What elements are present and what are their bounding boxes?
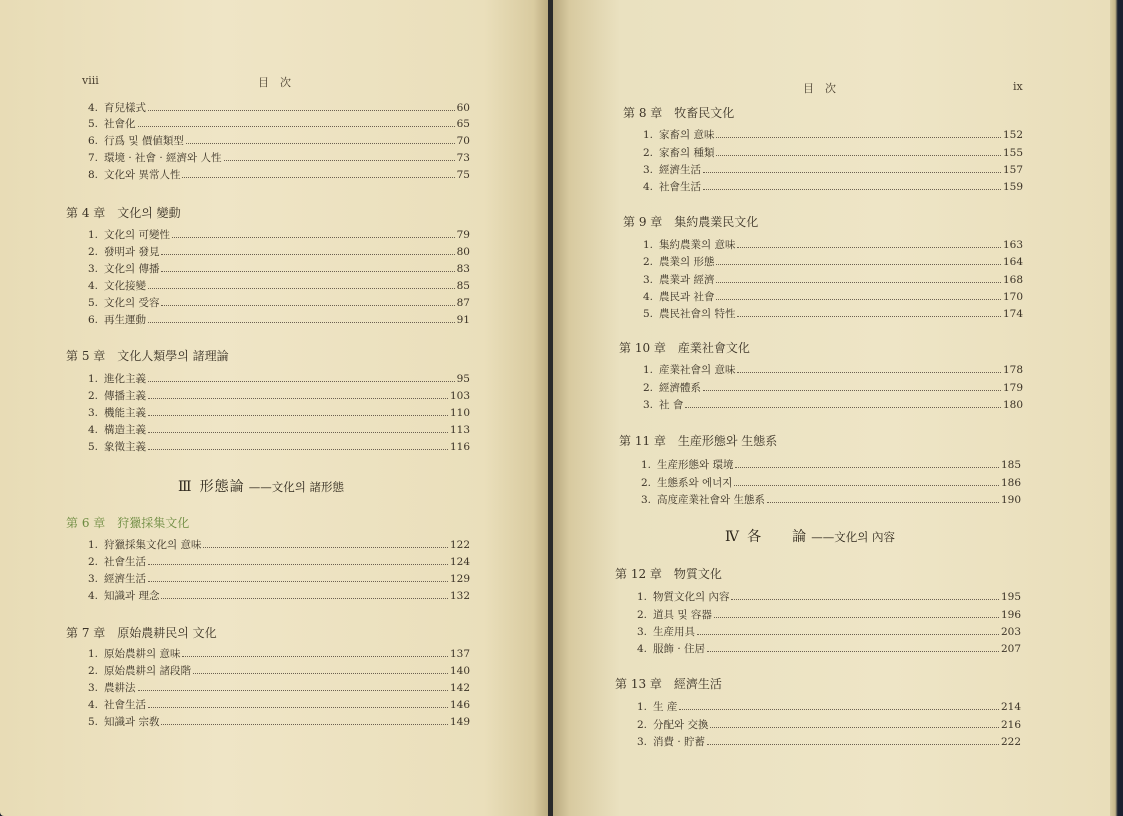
- entry-title: 社 會: [659, 399, 684, 411]
- entry-number: 2.: [88, 246, 99, 258]
- entry-number: 3.: [637, 736, 648, 748]
- entry-number: 4.: [88, 699, 99, 711]
- dot-leader: [716, 128, 1000, 138]
- toc-entry: [643, 273, 1023, 287]
- dot-leader: [161, 589, 447, 599]
- entry-page: 174: [1002, 308, 1023, 320]
- dot-leader: [148, 101, 455, 111]
- dot-leader: [161, 245, 454, 255]
- toc-entry: [88, 279, 470, 293]
- toc-entry: [637, 735, 1021, 749]
- entry-number: 2.: [88, 665, 99, 677]
- toc-entry: [637, 625, 1021, 639]
- toc-entry: [88, 715, 470, 729]
- toc-entry: [88, 134, 470, 148]
- entry-title: 家畜의 意味: [659, 129, 715, 141]
- entry-number: 3.: [88, 682, 99, 694]
- dot-leader: [161, 262, 454, 272]
- toc-entry: [88, 245, 470, 259]
- toc-entry: [88, 664, 470, 678]
- entry-page: 122: [449, 539, 470, 551]
- entry-title: 狩獵採集文化의 意味: [104, 539, 202, 551]
- dot-leader: [224, 151, 455, 161]
- dot-leader: [203, 538, 447, 548]
- entry-number: 5.: [88, 716, 99, 728]
- entry-number: 4.: [643, 181, 654, 193]
- toc-entry: [643, 180, 1023, 194]
- entry-page: 70: [456, 135, 470, 147]
- dot-leader: [685, 398, 1001, 408]
- toc-entry: [637, 700, 1021, 714]
- entry-page: 168: [1002, 274, 1023, 286]
- toc-entry: [88, 538, 470, 552]
- entry-title: 消費 · 貯蓄: [653, 736, 706, 748]
- entry-title: 原始農耕의 意味: [104, 648, 181, 660]
- toc-entry: [88, 423, 470, 437]
- entry-title: 文化와 異常人性: [104, 169, 181, 181]
- dot-leader: [707, 642, 999, 652]
- entry-page: 110: [449, 407, 470, 419]
- dot-leader: [148, 555, 448, 565]
- entry-title: 文化의 可變性: [104, 229, 170, 241]
- part-subtitle: ——文化의 諸形態: [248, 480, 345, 494]
- dot-leader: [703, 381, 1001, 391]
- entry-page: 73: [456, 152, 470, 164]
- entry-number: 1.: [643, 239, 654, 251]
- toc-entry: [88, 262, 470, 276]
- entry-number: 2.: [88, 556, 99, 568]
- entry-title: 文化의 受容: [104, 297, 160, 309]
- entry-page: 60: [456, 102, 470, 114]
- entry-page: 186: [1000, 477, 1021, 489]
- dot-leader: [707, 735, 999, 745]
- toc-entry: [88, 313, 470, 327]
- dot-leader: [731, 590, 998, 600]
- toc-entry: [88, 389, 470, 403]
- entry-title: 環境 · 社會 · 經濟와 人性: [104, 152, 222, 164]
- entry-number: 2.: [637, 609, 648, 621]
- entry-number: 3.: [643, 399, 654, 411]
- entry-title: 生産用具: [653, 626, 695, 638]
- toc-entry: [643, 363, 1023, 377]
- entry-number: 1.: [88, 229, 99, 241]
- toc-entry: [88, 296, 470, 310]
- part-subtitle: ——文化의 內容: [811, 530, 896, 544]
- chapter-heading: 第 4 章 文化의 變動: [66, 206, 181, 220]
- chapter-heading: 第 9 章 集約農業民文化: [623, 215, 759, 229]
- entry-number: 1.: [643, 364, 654, 376]
- entry-title: 社會化: [104, 118, 136, 130]
- entry-page: 216: [1000, 719, 1021, 731]
- entry-number: 1.: [643, 129, 654, 141]
- entry-page: 142: [449, 682, 470, 694]
- entry-page: 222: [1000, 736, 1021, 748]
- entry-title: 産業社會의 意味: [659, 364, 736, 376]
- right-folio: ix: [1013, 80, 1023, 93]
- toc-entry: [88, 698, 470, 712]
- dot-leader: [161, 296, 454, 306]
- chapter-heading: 第 13 章 經濟生活: [615, 677, 722, 691]
- dot-leader: [734, 476, 999, 486]
- part-title: 形態論: [199, 479, 245, 495]
- entry-page: 196: [1000, 609, 1021, 621]
- entry-title: 傳播主義: [104, 390, 146, 402]
- left-page: [0, 0, 550, 816]
- entry-page: 164: [1002, 256, 1023, 268]
- dot-leader: [714, 608, 999, 618]
- toc-entry: [643, 255, 1023, 269]
- right-running-head: 目 次: [803, 82, 836, 95]
- dot-leader: [138, 681, 448, 691]
- entry-page: 155: [1002, 147, 1023, 159]
- toc-entry: [643, 290, 1023, 304]
- entry-page: 163: [1002, 239, 1023, 251]
- entry-number: 8.: [88, 169, 99, 181]
- toc-entry: [88, 101, 470, 115]
- entry-page: 178: [1002, 364, 1023, 376]
- toc-entry: [643, 307, 1023, 321]
- chapter-heading: 第 8 章 牧畜民文化: [623, 106, 735, 120]
- entry-number: 3.: [88, 407, 99, 419]
- entry-number: 1.: [637, 591, 648, 603]
- entry-page: 137: [449, 648, 470, 660]
- entry-title: 經濟生活: [104, 573, 146, 585]
- entry-page: 195: [1000, 591, 1021, 603]
- entry-number: 5.: [88, 297, 99, 309]
- entry-page: 129: [449, 573, 470, 585]
- dot-leader: [703, 163, 1001, 173]
- entry-title: 進化主義: [104, 373, 146, 385]
- dot-leader: [148, 440, 448, 450]
- dot-leader: [767, 493, 999, 503]
- entry-page: 124: [449, 556, 470, 568]
- entry-page: 203: [1000, 626, 1021, 638]
- chapter-heading: 第 12 章 物質文化: [615, 567, 722, 581]
- dot-leader: [148, 372, 455, 382]
- entry-page: 91: [456, 314, 470, 326]
- entry-number: 1.: [641, 459, 652, 471]
- chapter-heading: 第 11 章 生産形態와 生態系: [619, 434, 778, 448]
- dot-leader: [716, 146, 1000, 156]
- dot-leader: [679, 700, 999, 710]
- dot-leader: [182, 647, 447, 657]
- part-heading: [178, 478, 344, 496]
- entry-number: 6.: [88, 135, 99, 147]
- entry-title: 農民社會의 特性: [659, 308, 736, 320]
- entry-page: 185: [1000, 459, 1021, 471]
- entry-number: 4.: [643, 291, 654, 303]
- entry-title: 服飾 · 住居: [653, 643, 706, 655]
- entry-page: 79: [456, 229, 470, 241]
- entry-page: 179: [1002, 382, 1023, 394]
- entry-page: 190: [1000, 494, 1021, 506]
- entry-page: 170: [1002, 291, 1023, 303]
- toc-entry: [637, 590, 1021, 604]
- entry-title: 構造主義: [104, 424, 146, 436]
- dot-leader: [737, 307, 1000, 317]
- entry-page: 103: [449, 390, 470, 402]
- dot-leader: [138, 117, 455, 127]
- entry-number: 1.: [637, 701, 648, 713]
- toc-entry: [88, 647, 470, 661]
- entry-title: 經濟生活: [659, 164, 701, 176]
- entry-title: 文化接變: [104, 280, 146, 292]
- entry-page: 140: [449, 665, 470, 677]
- entry-title: 發明과 發見: [104, 246, 160, 258]
- dot-leader: [737, 238, 1000, 248]
- entry-number: 6.: [88, 314, 99, 326]
- entry-page: 116: [449, 441, 470, 453]
- entry-title: 文化의 傳播: [104, 263, 160, 275]
- dot-leader: [735, 458, 998, 468]
- entry-page: 65: [456, 118, 470, 130]
- entry-title: 農業과 經濟: [659, 274, 715, 286]
- entry-page: 180: [1002, 399, 1023, 411]
- entry-number: 3.: [88, 263, 99, 275]
- chapter-heading: 第 6 章 狩獵採集文化: [66, 516, 190, 530]
- entry-number: 5.: [88, 441, 99, 453]
- entry-title: 原始農耕의 諸段階: [104, 665, 191, 677]
- entry-number: 2.: [641, 477, 652, 489]
- left-folio: viii: [82, 74, 99, 87]
- entry-number: 3.: [637, 626, 648, 638]
- entry-number: 2.: [637, 719, 648, 731]
- dot-leader: [182, 168, 454, 178]
- toc-entry: [88, 681, 470, 695]
- toc-entry: [643, 146, 1023, 160]
- entry-page: 207: [1000, 643, 1021, 655]
- page-edge: [1110, 0, 1123, 816]
- entry-title: 物質文化의 內容: [653, 591, 730, 603]
- part-title: 各 論: [747, 529, 808, 545]
- entry-number: 4.: [88, 590, 99, 602]
- entry-page: 214: [1000, 701, 1021, 713]
- entry-title: 農耕法: [104, 682, 136, 694]
- entry-number: 3.: [643, 164, 654, 176]
- dot-leader: [148, 389, 448, 399]
- entry-number: 1.: [88, 539, 99, 551]
- entry-title: 機能主義: [104, 407, 146, 419]
- toc-entry: [637, 718, 1021, 732]
- chapter-heading: 第 7 章 原始農耕民의 文化: [66, 626, 217, 640]
- entry-title: 象徵主義: [104, 441, 146, 453]
- entry-title: 社會生活: [659, 181, 701, 193]
- toc-entry: [641, 458, 1021, 472]
- entry-number: 4.: [88, 102, 99, 114]
- entry-page: 149: [449, 716, 470, 728]
- dot-leader: [161, 715, 447, 725]
- dot-leader: [737, 363, 1000, 373]
- entry-number: 1.: [88, 373, 99, 385]
- left-running-head: 目 次: [258, 76, 291, 89]
- part-numeral: Ⅳ: [725, 529, 739, 545]
- entry-title: 家畜의 種類: [659, 147, 715, 159]
- dot-leader: [710, 718, 998, 728]
- dot-leader: [148, 406, 448, 416]
- part-numeral: Ⅲ: [178, 479, 192, 495]
- dot-leader: [148, 572, 448, 582]
- entry-page: 85: [456, 280, 470, 292]
- entry-number: 2.: [643, 382, 654, 394]
- toc-entry: [88, 117, 470, 131]
- chapter-heading: 第 5 章 文化人類學의 諸理論: [66, 349, 229, 363]
- entry-title: 再生運動: [104, 314, 146, 326]
- entry-title: 集約農業의 意味: [659, 239, 736, 251]
- dot-leader: [193, 664, 448, 674]
- entry-title: 道具 및 容器: [653, 609, 712, 621]
- entry-title: 生産形態와 環境: [657, 459, 734, 471]
- toc-entry: [88, 440, 470, 454]
- dot-leader: [148, 698, 448, 708]
- entry-number: 7.: [88, 152, 99, 164]
- chapter-heading: 第 10 章 産業社會文化: [619, 341, 750, 355]
- toc-entry: [643, 381, 1023, 395]
- dot-leader: [697, 625, 999, 635]
- entry-title: 行爲 및 價値類型: [104, 135, 184, 147]
- entry-page: 132: [449, 590, 470, 602]
- toc-entry: [637, 608, 1021, 622]
- entry-number: 3.: [641, 494, 652, 506]
- dot-leader: [716, 290, 1000, 300]
- entry-number: 3.: [88, 573, 99, 585]
- entry-number: 5.: [88, 118, 99, 130]
- entry-title: 生態系와 에너지: [657, 477, 733, 489]
- entry-number: 2.: [643, 147, 654, 159]
- entry-page: 113: [449, 424, 470, 436]
- toc-entry: [88, 372, 470, 386]
- entry-number: 4.: [637, 643, 648, 655]
- entry-title: 高度産業社會와 生態系: [657, 494, 765, 506]
- entry-title: 農業의 形態: [659, 256, 715, 268]
- entry-number: 2.: [88, 390, 99, 402]
- dot-leader: [148, 279, 455, 289]
- toc-entry: [88, 589, 470, 603]
- part-heading: [725, 528, 895, 546]
- entry-title: 知識과 宗敎: [104, 716, 160, 728]
- entry-title: 經濟體系: [659, 382, 701, 394]
- entry-title: 育兒樣式: [104, 102, 146, 114]
- entry-page: 87: [456, 297, 470, 309]
- entry-number: 4.: [88, 280, 99, 292]
- entry-page: 152: [1002, 129, 1023, 141]
- entry-page: 95: [456, 373, 470, 385]
- entry-title: 社會生活: [104, 699, 146, 711]
- toc-entry: [643, 128, 1023, 142]
- toc-entry: [88, 151, 470, 165]
- entry-number: 3.: [643, 274, 654, 286]
- dot-leader: [172, 228, 455, 238]
- toc-entry: [88, 572, 470, 586]
- toc-entry: [643, 163, 1023, 177]
- entry-title: 分配와 交換: [653, 719, 709, 731]
- entry-page: 159: [1002, 181, 1023, 193]
- toc-entry: [643, 398, 1023, 412]
- entry-title: 農民과 社會: [659, 291, 715, 303]
- toc-entry: [641, 493, 1021, 507]
- dot-leader: [186, 134, 455, 144]
- entry-number: 2.: [643, 256, 654, 268]
- toc-entry: [88, 228, 470, 242]
- toc-entry: [88, 168, 470, 182]
- entry-title: 生 産: [653, 701, 678, 713]
- entry-title: 社會生活: [104, 556, 146, 568]
- entry-page: 157: [1002, 164, 1023, 176]
- entry-page: 146: [449, 699, 470, 711]
- entry-page: 80: [456, 246, 470, 258]
- dot-leader: [716, 273, 1000, 283]
- dot-leader: [148, 313, 455, 323]
- entry-number: 1.: [88, 648, 99, 660]
- entry-number: 4.: [88, 424, 99, 436]
- entry-page: 83: [456, 263, 470, 275]
- dot-leader: [703, 180, 1001, 190]
- dot-leader: [148, 423, 448, 433]
- entry-page: 75: [456, 169, 470, 181]
- toc-entry: [641, 476, 1021, 490]
- dot-leader: [716, 255, 1000, 265]
- entry-number: 5.: [643, 308, 654, 320]
- entry-title: 知識과 理念: [104, 590, 160, 602]
- toc-entry: [643, 238, 1023, 252]
- right-page: [553, 0, 1113, 816]
- toc-entry: [637, 642, 1021, 656]
- toc-entry: [88, 555, 470, 569]
- toc-entry: [88, 406, 470, 420]
